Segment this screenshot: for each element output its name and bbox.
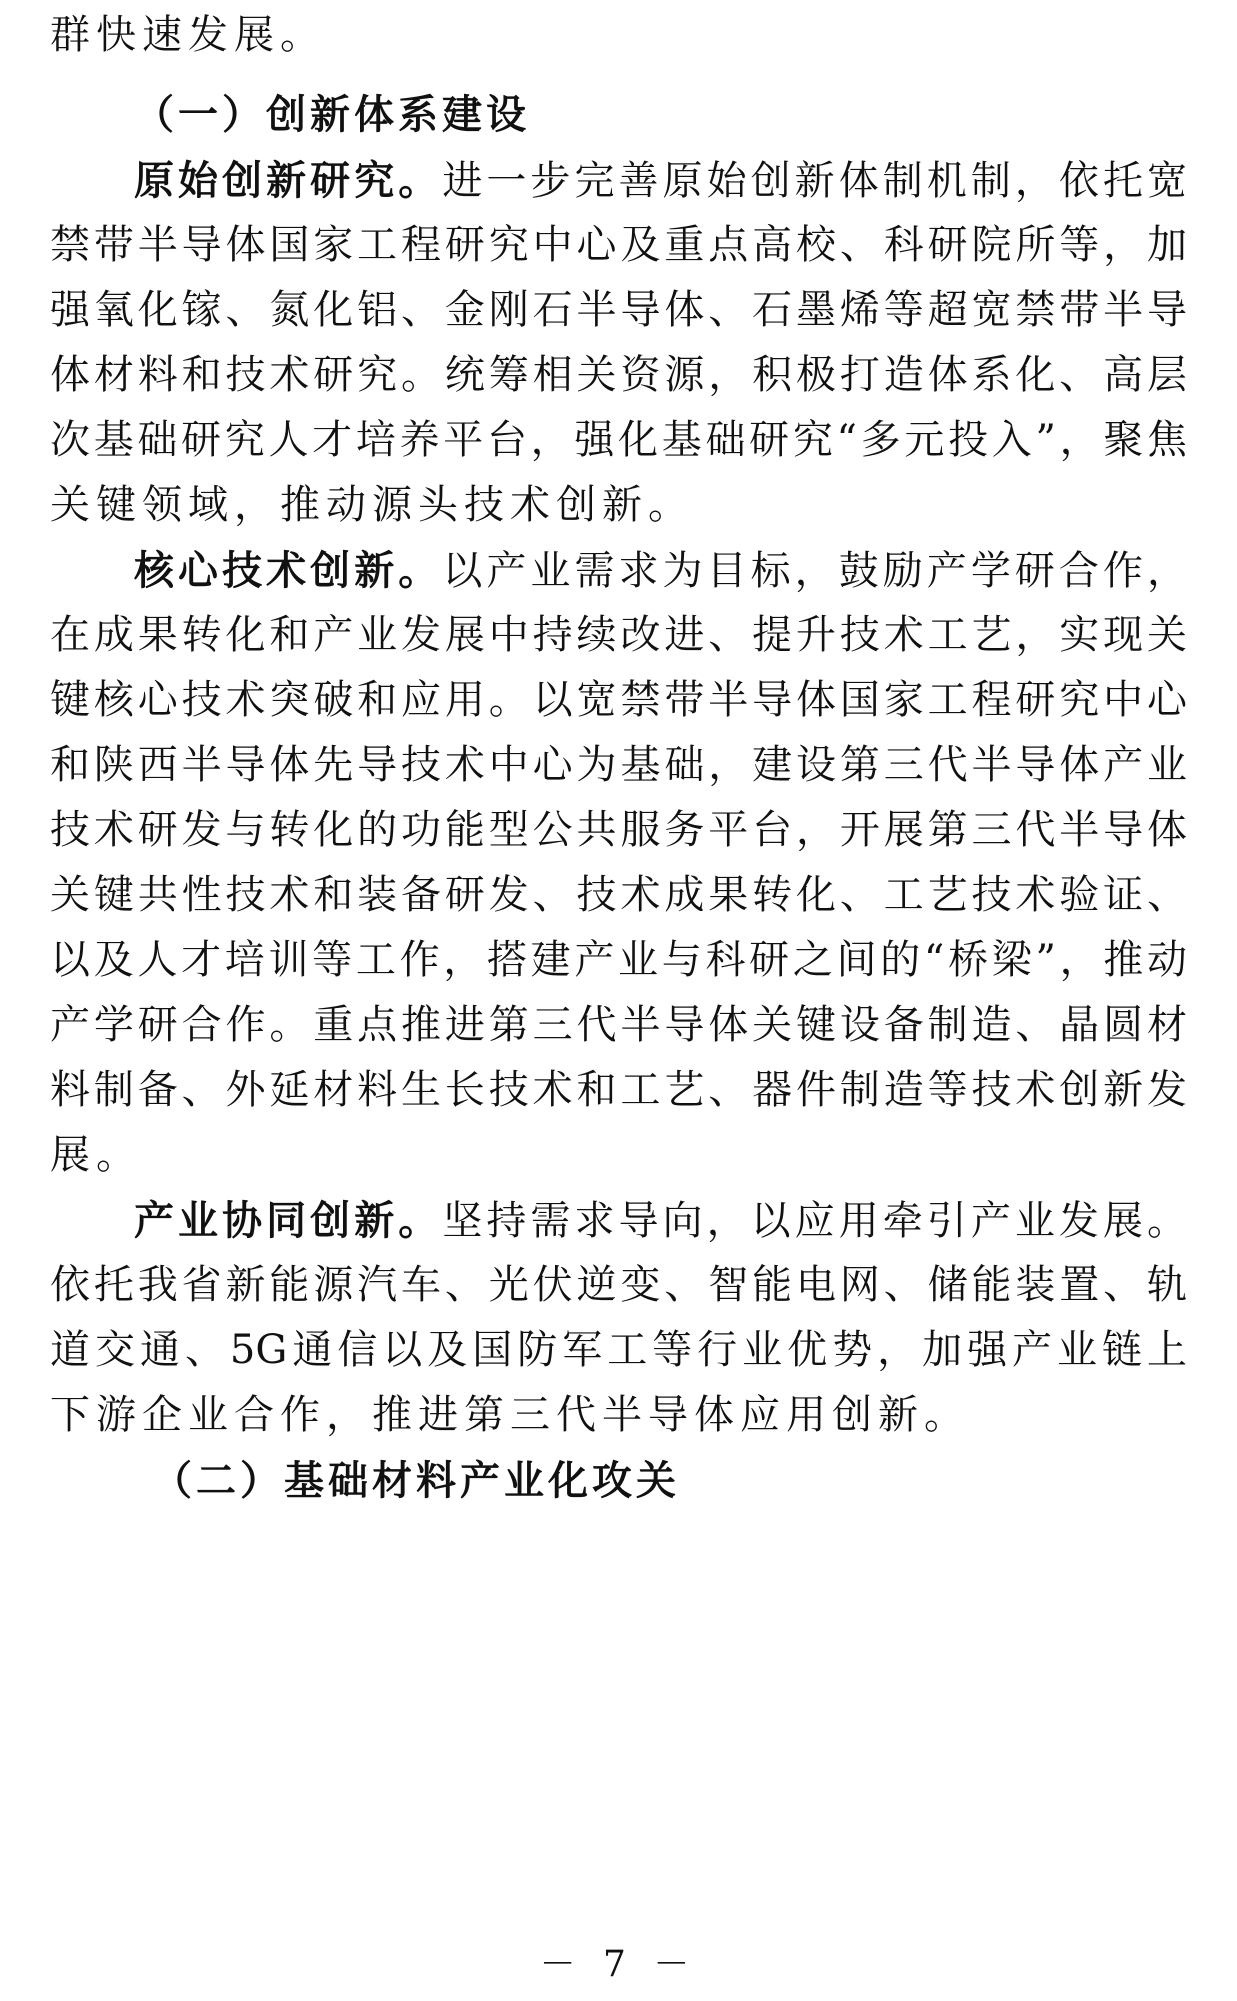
text-line: 次基础研究人才培养平台，强化基础研究“多元投入”，聚焦 (50, 417, 1187, 463)
section-heading-innovation-system: （一）创新体系建设 (134, 91, 530, 138)
text-line: 关键共性技术和装备研发、技术成果转化、工艺技术验证、 (50, 872, 1187, 918)
paragraph-lead: 原始创新研究。 (134, 157, 443, 204)
text-line: 和陕西半导体先导技术中心为基础，建设第三代半导体产业 (50, 742, 1187, 788)
text-line: 料制备、外延材料生长技术和工艺、器件制造等技术创新发 (50, 1067, 1187, 1113)
text-line: 依托我省新能源汽车、光伏逆变、智能电网、储能装置、轨 (50, 1262, 1187, 1308)
paragraph-first-line (134, 157, 1187, 205)
paragraph-lead: 产业协同创新。 (134, 1197, 443, 1244)
text-line: 关键领域，推动源头技术创新。 (50, 482, 694, 528)
paragraph-text: 以产业需求为目标，鼓励产学研合作， (442, 548, 1188, 594)
text-line: 展。 (50, 1132, 142, 1178)
text-line: 禁带半导体国家工程研究中心及重点高校、科研院所等，加 (50, 222, 1187, 268)
text-line: 强氧化镓、氮化铝、金刚石半导体、石墨烯等超宽禁带半导 (50, 287, 1187, 333)
text-line: 键核心技术突破和应用。以宽禁带半导体国家工程研究中心 (50, 677, 1187, 723)
paragraph-first-line (134, 1197, 1187, 1245)
text-line: 产学研合作。重点推进第三代半导体关键设备制造、晶圆材 (50, 1002, 1187, 1048)
text-line: 下游企业合作，推进第三代半导体应用创新。 (50, 1392, 970, 1438)
section-heading-basic-materials: （二）基础材料产业化攻关 (152, 1457, 680, 1504)
text-line: 技术研发与转化的功能型公共服务平台，开展第三代半导体 (50, 807, 1187, 853)
text-line: 以及人才培训等工作，搭建产业与科研之间的“桥梁”，推动 (50, 937, 1187, 983)
paragraph-lead: 核心技术创新。 (134, 547, 443, 594)
paragraph-text: 坚持需求导向，以应用牵引产业发展。 (442, 1198, 1188, 1244)
text-line: 体材料和技术研究。统筹相关资源，积极打造体系化、高层 (50, 352, 1187, 398)
text-line: 道交通、5G通信以及国防军工等行业优势，加强产业链上 (50, 1327, 1187, 1373)
paragraph-text: 进一步完善原始创新体制机制，依托宽 (442, 158, 1188, 204)
paragraph-first-line (134, 547, 1187, 595)
text-line: 在成果转化和产业发展中持续改进、提升技术工艺，实现关 (50, 612, 1187, 658)
page-number: － 7 － (539, 1944, 698, 1985)
text-line: 群快速发展。 (50, 12, 326, 58)
